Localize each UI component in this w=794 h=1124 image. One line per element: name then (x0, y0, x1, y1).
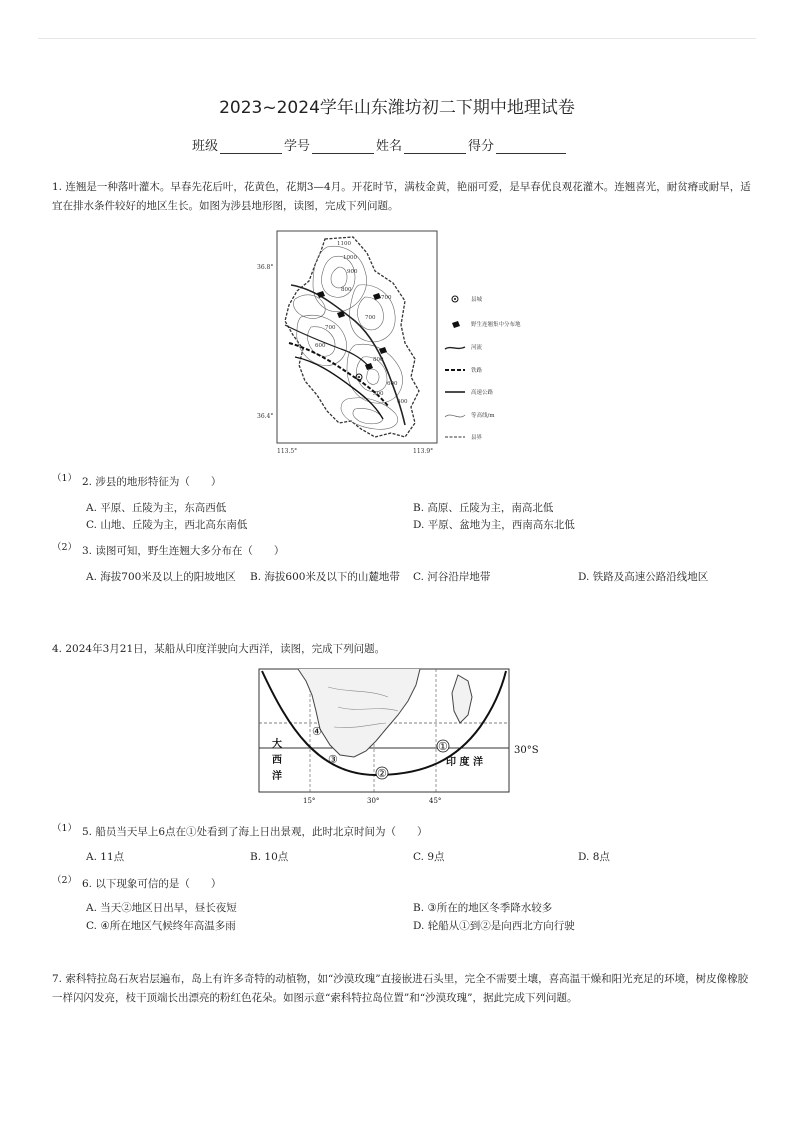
question-2-text: 2. 涉县的地形特征为（ ） (82, 476, 222, 488)
question-6-text: 6. 以下现象可信的是（ ） (82, 878, 222, 890)
name-blank[interactable] (404, 139, 466, 154)
q5-option-b[interactable]: B. 10点 (250, 851, 289, 863)
question-1-stem: 1. 连翘是一种落叶灌木。早春先花后叶，花黄色，花期3—4月。开花时节，满枝金黄，艳丽可爱，是早春优良观花灌木。连翘喜光，耐贫瘠或耐旱，适宜在排水条件较好的地区生长。如图为涉县地形图，读图，完成下列问题。 (52, 181, 751, 212)
contour-label: 700 (365, 315, 376, 321)
ship-route-map (258, 667, 550, 807)
info-label-class: 班级 (192, 139, 219, 154)
sub-question-number: （1） (52, 823, 78, 834)
atlantic-label-3: 洋 (272, 771, 282, 782)
q3-option-b[interactable]: B. 海拔600米及以下的山麓地带 (250, 571, 400, 583)
question-3-header (52, 543, 284, 558)
point-4: ④ (312, 725, 322, 738)
legend-forsythia: 野生连翘集中分布地 (471, 322, 521, 328)
atlantic-label-2: 西 (272, 755, 282, 766)
contour-label: 600 (315, 343, 326, 349)
sub-question-number: （1） (52, 473, 78, 484)
info-label-score: 得分 (468, 139, 495, 154)
q2-option-d[interactable]: D. 平原、盆地为主，西南高东北低 (413, 519, 575, 531)
info-label-number: 学号 (284, 139, 311, 154)
page-top-rule (38, 38, 756, 39)
sub-question-number: （2） (52, 542, 78, 553)
contour-label: 600 (387, 381, 398, 387)
contour-label: 700 (325, 325, 336, 331)
lon-15-label: 15° (303, 797, 316, 805)
q5-option-a[interactable]: A. 11点 (86, 851, 125, 863)
question-5-header (52, 824, 428, 839)
legend-boundary: 县界 (471, 435, 483, 441)
q2-option-c[interactable]: C. 山地、丘陵为主，西北高东南低 (86, 519, 248, 531)
question-2-header (52, 474, 221, 489)
point-1: ① (438, 740, 448, 753)
contour-label: 900 (347, 269, 358, 275)
page-title: 2023~2024学年山东潍坊初二下期中地理试卷 (219, 98, 575, 118)
q6-option-b[interactable]: B. ③所在的地区冬季降水较多 (413, 902, 553, 914)
lat-30s-label: 30°S (514, 745, 539, 756)
point-3: ③ (328, 753, 338, 766)
question-3-text: 3. 读图可知，野生连翘大多分布在（ ） (82, 545, 285, 557)
q3-option-a[interactable]: A. 海拔700米及以上的阳坡地区 (86, 571, 236, 583)
question-4-stem: 4. 2024年3月21日，某船从印度洋驶向大西洋，读图，完成下列问题。 (52, 643, 386, 655)
question-7-stem: 7. 索科特拉岛石灰岩层遍布，岛上有许多奇特的动植物，如“沙漠玫瑰”直接嵌进石头里，完全不需要土壤，喜高温干燥和阳光充足的环境，树皮像橡胶一样闪闪发亮，枝干顶端长出漂亮的粉红色花朵。如图示意“索科特拉岛位置”和“沙漠玫瑰”，据此完成下列问题。 (52, 973, 749, 1004)
student-info-line (192, 135, 568, 154)
class-blank[interactable] (220, 139, 282, 154)
atlantic-label-1: 大 (272, 739, 282, 750)
lon-45-label: 45° (429, 797, 442, 805)
legend-railway: 铁路 (471, 368, 483, 374)
legend-county-seat: 县城 (471, 297, 483, 303)
point-2: ② (377, 767, 387, 780)
q6-option-d[interactable]: D. 轮船从①到②是向西北方向行驶 (413, 920, 575, 932)
number-blank[interactable] (312, 139, 374, 154)
lon-30-label: 30° (367, 797, 380, 805)
shexian-terrain-map (255, 225, 545, 455)
legend-river: 河流 (471, 345, 483, 351)
contour-label: 800 (373, 357, 384, 363)
info-label-name: 姓名 (376, 139, 403, 154)
contour-label: 900 (373, 391, 384, 397)
lon-left-label: 113.5° (277, 448, 298, 455)
q2-option-a[interactable]: A. 平原、丘陵为主，东高西低 (86, 502, 227, 514)
q2-option-b[interactable]: B. 高原、丘陵为主，南高北低 (413, 502, 554, 514)
question-5-text: 5. 船员当天早上6点在①处看到了海上日出景观，此时北京时间为（ ） (82, 826, 428, 838)
q5-option-c[interactable]: C. 9点 (413, 851, 445, 863)
question-6-header (52, 876, 221, 891)
indian-ocean-label: 印 度 洋 (446, 757, 483, 768)
contour-label: 700 (381, 295, 392, 301)
q6-option-a[interactable]: A. 当天②地区日出早，昼长夜短 (86, 902, 237, 914)
sub-question-number: （2） (52, 875, 78, 886)
q5-option-d[interactable]: D. 8点 (578, 851, 610, 863)
contour-label: 600 (397, 399, 408, 405)
q3-option-c[interactable]: C. 河谷沿岸地带 (413, 571, 491, 583)
lat-top-label: 36.8° (257, 264, 274, 271)
lat-bottom-label: 36.4° (257, 413, 274, 420)
contour-label: 1100 (337, 241, 351, 247)
contour-label: 1000 (343, 255, 357, 261)
legend-contour: 等高线/m (471, 413, 495, 419)
lon-right-label: 113.9° (413, 448, 434, 455)
legend-highway: 高速公路 (471, 390, 494, 396)
score-blank[interactable] (496, 139, 566, 154)
contour-label: 800 (341, 287, 352, 293)
q6-option-c[interactable]: C. ④所在地区气候终年高温多雨 (86, 920, 236, 932)
q3-option-d[interactable]: D. 铁路及高速公路沿线地区 (578, 571, 709, 583)
